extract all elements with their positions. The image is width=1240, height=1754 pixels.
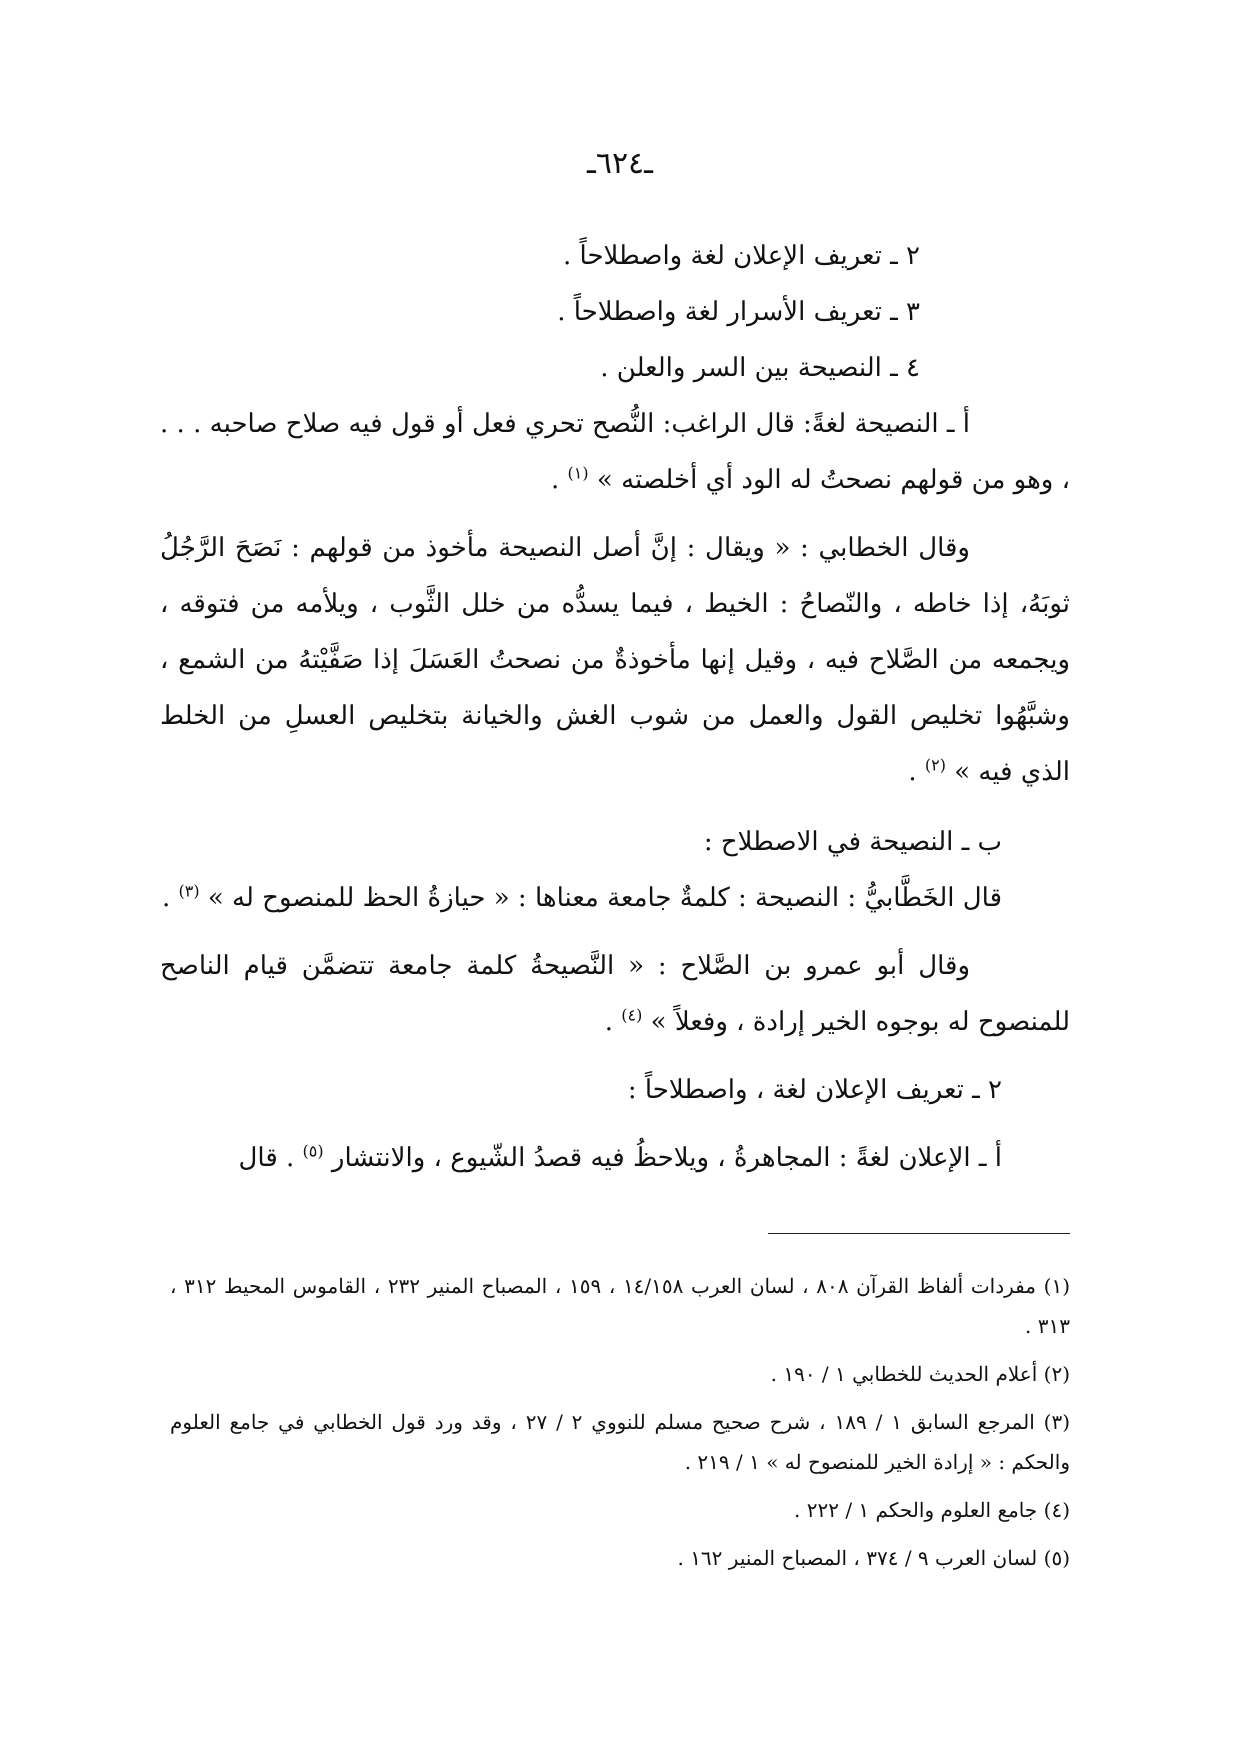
paragraph-ilan-lugha-text: أ ـ الإعلان لغةً : المجاهرةُ ، ويلاحظُ فيه قصدُ الشّيوع ، والانتشار bbox=[323, 1143, 1002, 1173]
footnote-ref-3: (٣) bbox=[178, 881, 200, 901]
paragraph-lugha-text: أ ـ النصيحة لغةً: قال الراغب: النُّصح تحري فعل أو قول فيه صلاح صاحبه . . . ، وهو من قولهم نصحتُ له الود أي أخلصته » bbox=[160, 409, 1070, 495]
footnotes bbox=[170, 1266, 1070, 1586]
paragraph-lugha: أ ـ النصيحة لغةً: قال الراغب: النُّصح تحري فعل أو قول فيه صلاح صاحبه . . . ، وهو من قولهم نصحتُ له الود أي أخلصته » $^{(١)}$ . bbox=[160, 409, 1070, 495]
footnote-4: (٤) جامع العلوم والحكم ١ / ٢٢٢ . bbox=[794, 1498, 1070, 1522]
paragraph-khattabi: وقال الخطابي : « ويقال : إنَّ أصل النصيحة مأخوذ من قولهم : نَصَحَ الرَّجُلُ ثوبَهُ، إذا خاطه ، والنّصاحُ : الخيط ، فيما يسدُّه من خلل الثَّوب ، ويلأمه من فتوقه ، ويجمعه من الصَّلاح فيه ، وقيل إنها مأخوذةٌ من نصحتُ العَسَلَ إذا صَفَّيْتهُ من الشمع ، وشبَّهُوا تخليص القول والعمل من شوب الغش والخيانة بتخليص العسلِ من الخلط الذي فيه » $^{(٢)}$ . bbox=[160, 533, 1070, 787]
footnote-2: (٢) أعلام الحديث للخطابي ١ / ١٩٠ . bbox=[770, 1362, 1070, 1386]
heading-istilah: ب ـ النصيحة في الاصطلاح : bbox=[703, 827, 1002, 857]
footnote-ref-2: (٢) bbox=[924, 755, 946, 775]
outline-item-ilan: ٢ ـ تعريف الإعلان لغة واصطلاحاً . bbox=[563, 241, 920, 271]
outline-item-sir-alan: ٤ ـ النصيحة بين السر والعلن . bbox=[600, 353, 920, 383]
main-text bbox=[160, 228, 1070, 1186]
footnote-divider bbox=[768, 1233, 1070, 1234]
footnote-ref-1: (١) bbox=[567, 463, 589, 483]
footnote-ref-4: (٤) bbox=[621, 1005, 643, 1025]
paragraph-khattabi-text: وقال الخطابي : « ويقال : إنَّ أصل النصيحة مأخوذ من قولهم : نَصَحَ الرَّجُلُ ثوبَهُ، إذا خاطه ، والنّصاحُ : الخيط ، فيما يسدُّه من خلل الثَّوب ، ويلأمه من فتوقه ، ويجمعه من الصَّلاح فيه ، وقيل إنها مأخوذةٌ من نصحتُ العَسَلَ إذا صَفَّيْتهُ من الشمع ، وشبَّهُوا تخليص القول والعمل من شوب الغش والخيانة بتخليص العسلِ من الخلط الذي فيه » bbox=[160, 533, 1070, 787]
outline-item-asrar: ٣ ـ تعريف الأسرار لغة واصطلاحاً . bbox=[557, 297, 920, 327]
paragraph-ilan-lugha bbox=[160, 1130, 1070, 1186]
footnote-3: (٣) المرجع السابق ١ / ١٨٩ ، شرح صحيح مسلم للنووي ٢ / ٢٧ ، وقد ورد قول الخطابي في جامع العلوم والحكم : « إرادة الخير للمنصوح له » ١ / ٢١٩ . bbox=[170, 1410, 1071, 1474]
page-number: ـ٦٢٤ـ bbox=[587, 146, 653, 181]
footnote-1: (١) مفردات ألفاظ القرآن ٨٠٨ ، لسان العرب ١٤/١٥٨ ، ١٥٩ ، المصباح المنير ٢٣٢ ، القاموس المحيط ٣١٢ ، ٣١٣ . bbox=[170, 1274, 1070, 1338]
paragraph-ilan-lugha-end: . قال bbox=[238, 1143, 303, 1173]
heading-ilan: ٢ ـ تعريف الإعلان لغة ، واصطلاحاً : bbox=[627, 1075, 1002, 1105]
paragraph-ibn-salah-text: وقال أبو عمرو بن الصَّلاح : « النَّصيحةُ كلمة جامعة تتضمَّن قيام الناصح للمنصوح له بوجوه الخير إرادة ، وفعلاً » bbox=[160, 951, 1070, 1037]
footnote-ref-5: (٥) bbox=[302, 1141, 324, 1161]
paragraph-ibn-salah: وقال أبو عمرو بن الصَّلاح : « النَّصيحةُ كلمة جامعة تتضمَّن قيام الناصح للمنصوح له بوجوه الخير إرادة ، وفعلاً » $^{(٤)}$ . bbox=[160, 951, 1070, 1037]
paragraph-istilah: قال الخَطَّابيُّ : النصيحة : كلمةٌ جامعة معناها : « حيازةُ الحظ للمنصوح له » $^{(٣)}$ . bbox=[161, 881, 1002, 913]
paragraph-istilah-text: قال الخَطَّابيُّ : النصيحة : كلمةٌ جامعة معناها : « حيازةُ الحظ للمنصوح له » bbox=[199, 883, 1002, 913]
footnote-5: (٥) لسان العرب ٩ / ٣٧٤ ، المصباح المنير ١٦٢ . bbox=[677, 1546, 1070, 1570]
